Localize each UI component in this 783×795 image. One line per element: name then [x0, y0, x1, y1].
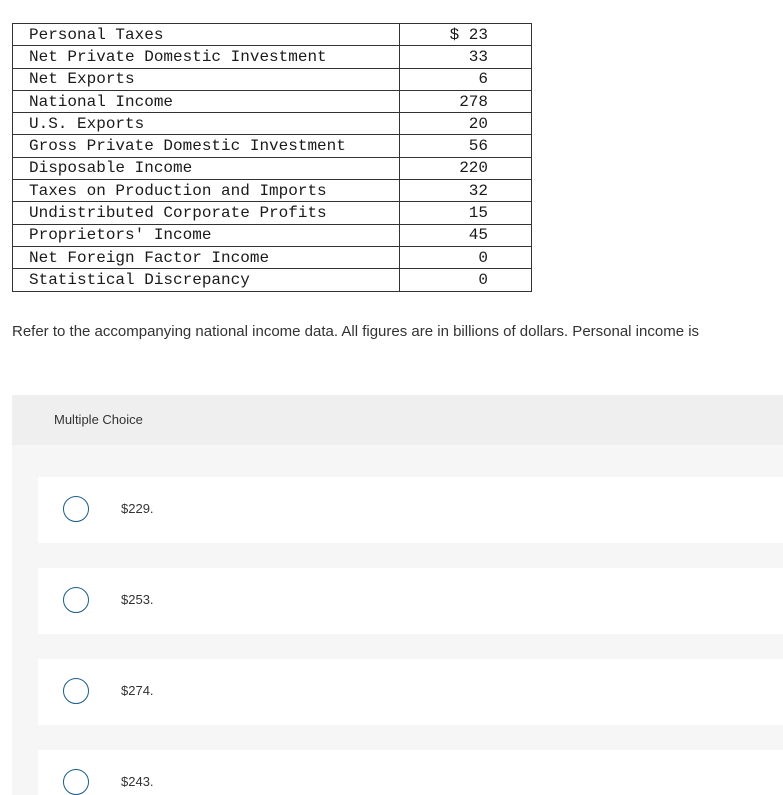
- row-value: 15: [400, 202, 532, 224]
- multiple-choice-panel: [12, 395, 783, 795]
- answer-option-c[interactable]: [38, 659, 783, 725]
- table-row: [13, 46, 532, 68]
- row-label: Net Exports: [13, 68, 400, 90]
- row-value: $ 23: [400, 24, 532, 46]
- row-value: 0: [400, 269, 532, 291]
- radio-button-icon[interactable]: [63, 678, 89, 704]
- national-income-table: [12, 23, 532, 292]
- row-value: 0: [400, 246, 532, 268]
- row-label: Statistical Discrepancy: [13, 269, 400, 291]
- radio-button-icon[interactable]: [63, 769, 89, 795]
- row-value: 33: [400, 46, 532, 68]
- answer-option-label: $229.: [121, 501, 154, 516]
- row-label: Proprietors' Income: [13, 224, 400, 246]
- row-label: Personal Taxes: [13, 24, 400, 46]
- row-value: 6: [400, 68, 532, 90]
- answer-option-a[interactable]: [38, 477, 783, 543]
- question-text: Refer to the accompanying national income data. All figures are in billions of dollars. Personal income is: [12, 323, 700, 340]
- answer-option-label: $274.: [121, 683, 154, 698]
- table-row: [13, 90, 532, 112]
- multiple-choice-header: [12, 395, 783, 445]
- row-label: Gross Private Domestic Investment: [13, 135, 400, 157]
- row-label: Net Foreign Factor Income: [13, 246, 400, 268]
- answer-option-label: $243.: [121, 774, 154, 789]
- answer-option-label: $253.: [121, 592, 154, 607]
- row-label: U.S. Exports: [13, 113, 400, 135]
- table-row: [13, 135, 532, 157]
- row-label: Disposable Income: [13, 157, 400, 179]
- table-row: [13, 269, 532, 291]
- row-value: 20: [400, 113, 532, 135]
- row-label: Taxes on Production and Imports: [13, 180, 400, 202]
- row-label: Undistributed Corporate Profits: [13, 202, 400, 224]
- table-row: [13, 224, 532, 246]
- answer-option-d[interactable]: [38, 750, 783, 795]
- radio-button-icon[interactable]: [63, 587, 89, 613]
- multiple-choice-title: Multiple Choice: [54, 412, 143, 427]
- answer-option-b[interactable]: [38, 568, 783, 634]
- row-label: Net Private Domestic Investment: [13, 46, 400, 68]
- table-row: [13, 246, 532, 268]
- row-value: 278: [400, 90, 532, 112]
- row-label: National Income: [13, 90, 400, 112]
- table-row: [13, 202, 532, 224]
- table-row: [13, 113, 532, 135]
- table-row: [13, 157, 532, 179]
- table-row: [13, 24, 532, 46]
- table-row: [13, 180, 532, 202]
- row-value: 56: [400, 135, 532, 157]
- table-row: [13, 68, 532, 90]
- row-value: 220: [400, 157, 532, 179]
- row-value: 45: [400, 224, 532, 246]
- radio-button-icon[interactable]: [63, 496, 89, 522]
- row-value: 32: [400, 180, 532, 202]
